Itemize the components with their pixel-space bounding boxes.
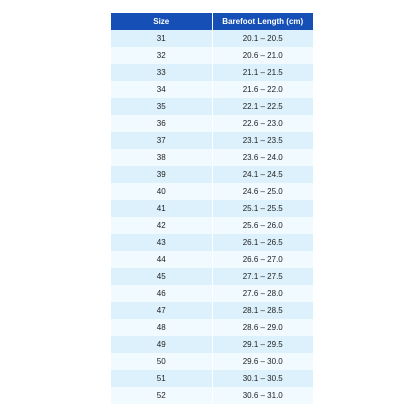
size-cell: 47 <box>111 302 212 319</box>
barefoot-length-cell: 21.1 – 21.5 <box>212 64 313 81</box>
table-row <box>111 183 313 200</box>
table-row <box>111 251 313 268</box>
size-cell: 41 <box>111 200 212 217</box>
size-cell: 34 <box>111 81 212 98</box>
size-cell: 42 <box>111 217 212 234</box>
barefoot-length-cell: 29.1 – 29.5 <box>212 336 313 353</box>
size-chart-table <box>111 13 313 404</box>
size-cell: 31 <box>111 30 212 47</box>
table-row <box>111 132 313 149</box>
barefoot-length-cell: 25.6 – 26.0 <box>212 217 313 234</box>
size-cell: 39 <box>111 166 212 183</box>
barefoot-length-cell: 26.1 – 26.5 <box>212 234 313 251</box>
size-cell: 43 <box>111 234 212 251</box>
size-cell: 44 <box>111 251 212 268</box>
size-cell: 32 <box>111 47 212 64</box>
table-row <box>111 302 313 319</box>
size-cell: 45 <box>111 268 212 285</box>
table-row <box>111 319 313 336</box>
barefoot-length-cell: 28.1 – 28.5 <box>212 302 313 319</box>
size-cell: 36 <box>111 115 212 132</box>
table-row <box>111 47 313 64</box>
table-row <box>111 353 313 370</box>
barefoot-length-cell: 25.1 – 25.5 <box>212 200 313 217</box>
table-row <box>111 30 313 47</box>
size-cell: 52 <box>111 387 212 404</box>
barefoot-length-cell: 29.6 – 30.0 <box>212 353 313 370</box>
size-cell: 33 <box>111 64 212 81</box>
size-cell: 50 <box>111 353 212 370</box>
table-row <box>111 268 313 285</box>
barefoot-length-cell: 23.1 – 23.5 <box>212 132 313 149</box>
table-row <box>111 217 313 234</box>
barefoot-length-cell: 21.6 – 22.0 <box>212 81 313 98</box>
table-row <box>111 166 313 183</box>
size-cell: 38 <box>111 149 212 166</box>
barefoot-length-cell: 20.6 – 21.0 <box>212 47 313 64</box>
size-cell: 48 <box>111 319 212 336</box>
table-body <box>111 30 313 404</box>
header-size: Size <box>111 13 212 30</box>
header-row <box>111 13 313 30</box>
header-barefoot-length: Barefoot Length (cm) <box>212 13 313 30</box>
table-row <box>111 200 313 217</box>
barefoot-length-cell: 30.6 – 31.0 <box>212 387 313 404</box>
barefoot-length-cell: 24.6 – 25.0 <box>212 183 313 200</box>
table-row <box>111 336 313 353</box>
table-row <box>111 81 313 98</box>
size-cell: 51 <box>111 370 212 387</box>
barefoot-length-cell: 22.6 – 23.0 <box>212 115 313 132</box>
barefoot-length-cell: 27.1 – 27.5 <box>212 268 313 285</box>
barefoot-length-cell: 28.6 – 29.0 <box>212 319 313 336</box>
barefoot-length-cell: 24.1 – 24.5 <box>212 166 313 183</box>
barefoot-length-cell: 26.6 – 27.0 <box>212 251 313 268</box>
table-row <box>111 387 313 404</box>
size-cell: 35 <box>111 98 212 115</box>
table-row <box>111 234 313 251</box>
table-row <box>111 149 313 166</box>
barefoot-length-cell: 30.1 – 30.5 <box>212 370 313 387</box>
table-row <box>111 98 313 115</box>
table-row <box>111 285 313 302</box>
barefoot-length-cell: 27.6 – 28.0 <box>212 285 313 302</box>
table-row <box>111 64 313 81</box>
size-cell: 37 <box>111 132 212 149</box>
size-cell: 46 <box>111 285 212 302</box>
size-cell: 49 <box>111 336 212 353</box>
barefoot-length-cell: 22.1 – 22.5 <box>212 98 313 115</box>
barefoot-length-cell: 23.6 – 24.0 <box>212 149 313 166</box>
table-row <box>111 115 313 132</box>
size-cell: 40 <box>111 183 212 200</box>
barefoot-length-cell: 20.1 – 20.5 <box>212 30 313 47</box>
table-row <box>111 370 313 387</box>
